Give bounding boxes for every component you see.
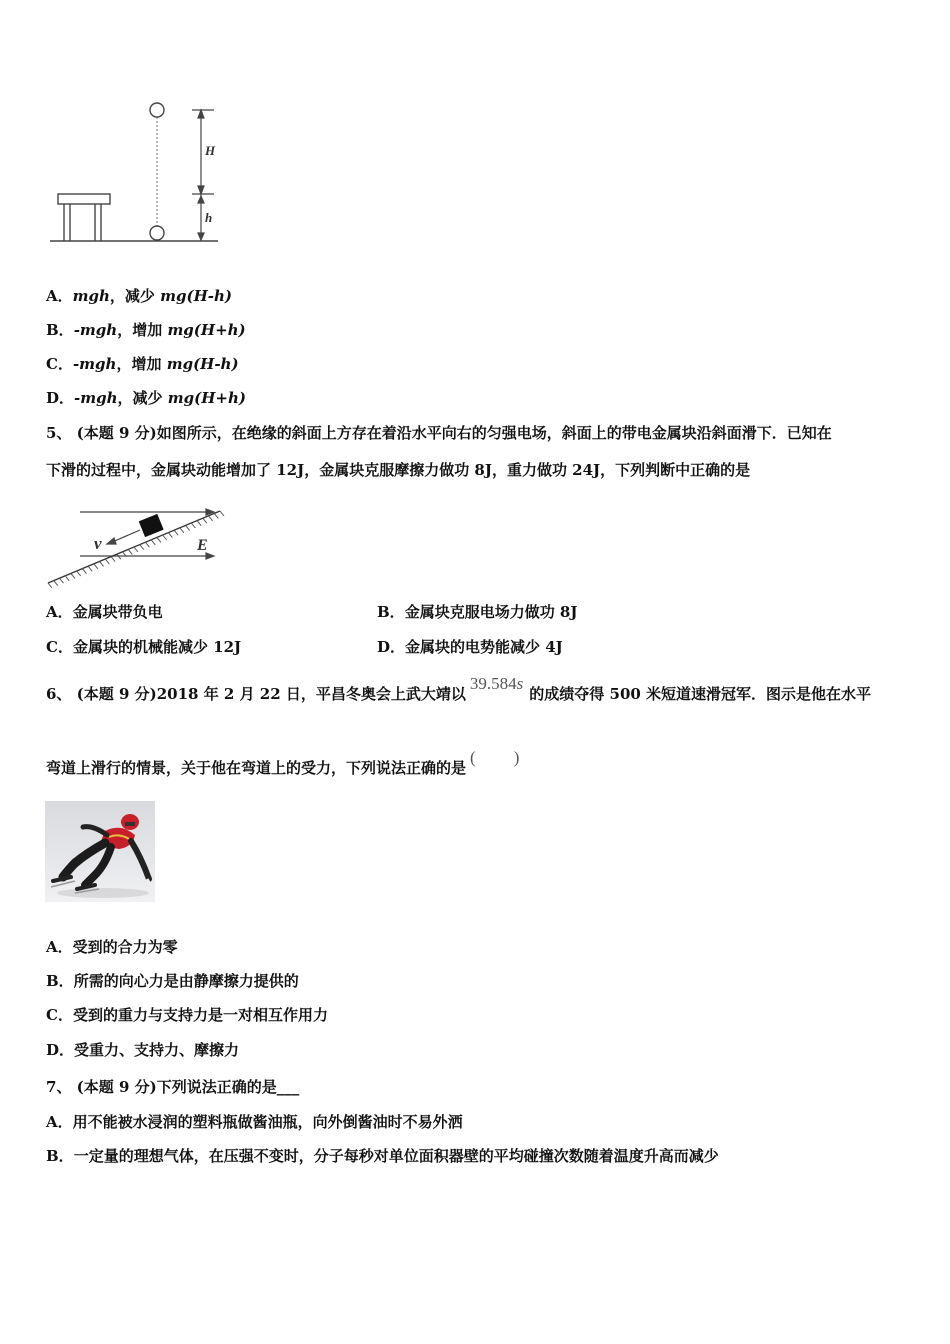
option-text: 受到的合力为零	[72, 938, 178, 956]
paren-open: (	[470, 748, 476, 767]
hatch-mark	[111, 557, 115, 562]
option-text: 受到的重力与支持力是一对相互作用力	[72, 1006, 328, 1024]
option-letter: B．	[46, 1147, 74, 1165]
hatch-mark	[134, 547, 138, 552]
option-letter: C．	[46, 1006, 73, 1024]
q6-stem-line1	[46, 674, 872, 704]
hatch-mark	[174, 530, 178, 535]
q7-option-b	[46, 1146, 719, 1166]
option-text: 受重力、支持力、摩擦力	[74, 1041, 240, 1059]
label-h: h	[205, 210, 213, 225]
option-letter: D．	[377, 638, 406, 656]
skater-photo	[45, 801, 155, 902]
hatch-mark	[203, 518, 207, 523]
option-expr: mg(H-h)	[160, 287, 233, 305]
time-value: 39.584	[469, 674, 517, 693]
field-line-top	[80, 509, 214, 515]
hatch-mark	[163, 535, 167, 540]
q6-stem-part1: 6、 (本题 9 分)2018 年 2 月 22 日，平昌冬奥会上武大靖以	[46, 685, 466, 703]
q5-figure	[0, 0, 950, 600]
option-text: ，增加	[116, 355, 162, 373]
hatch-mark	[151, 540, 155, 545]
option-text: ，增加	[117, 321, 163, 339]
hatch-mark	[168, 533, 172, 538]
option-text: 金属块的机械能减少 12J	[72, 638, 242, 656]
q5-option-c	[46, 637, 241, 657]
hatch-mark	[145, 542, 149, 547]
metal-block	[139, 514, 164, 537]
q5-option-b	[377, 602, 577, 622]
answer-parentheses	[470, 748, 519, 767]
q6-stem-line2	[46, 748, 520, 778]
hatch-mark	[59, 578, 63, 583]
option-text: 金属块克服电场力做功 8J	[404, 603, 578, 621]
q6-option-c	[46, 1005, 328, 1025]
field-line-bottom	[80, 553, 214, 559]
hatch-mark	[100, 561, 104, 566]
option-text: ，减少	[117, 389, 163, 407]
option-letter: D．	[46, 389, 75, 407]
hatch-mark	[71, 573, 75, 578]
hatch-mark	[77, 571, 81, 576]
hatch-mark	[157, 537, 161, 542]
option-text: 金属块带负电	[72, 603, 163, 621]
hatch-mark	[88, 566, 92, 571]
label-H: H	[205, 143, 216, 158]
q6-stem-part2: 的成绩夺得 500 米短道速滑冠军．图示是他在水平	[529, 685, 872, 703]
option-letter: A．	[46, 287, 73, 305]
hatch-mark	[105, 559, 109, 564]
q5-stem-line2: 下滑的过程中，金属块动能增加了 12J，金属块克服摩擦力做功 8J，重力做功 24J，下列判断中正确的是	[46, 461, 751, 479]
option-letter: B．	[46, 321, 74, 339]
option-letter: A．	[46, 938, 73, 956]
option-text: 一定量的理想气体，在压强不变时，分子每秒对单位面积器壁的平均碰撞次数随着温度升高而减少	[73, 1147, 719, 1165]
option-letter: B．	[46, 972, 74, 990]
hatch-mark	[180, 528, 184, 533]
option-letter: A．	[46, 603, 73, 621]
hatch-mark	[214, 513, 218, 518]
option-text: ，减少	[109, 287, 155, 305]
option-text: 金属块的电势能减少 4J	[405, 638, 563, 656]
option-letter: C．	[46, 638, 73, 656]
option-expr: -mgh	[73, 321, 118, 339]
hatch-mark	[128, 549, 132, 554]
option-expr: -mgh	[74, 389, 118, 407]
hatch-mark	[186, 525, 190, 530]
q6-stem-text: 弯道上滑行的情景，关于他在弯道上的受力，下列说法正确的是	[46, 759, 467, 777]
hatch-mark	[209, 516, 213, 521]
option-expr: mg(H+h)	[167, 321, 246, 339]
option-expr: mgh	[72, 287, 110, 305]
option-text: 用不能被水浸润的塑料瓶做酱油瓶，向外倒酱油时不易外洒	[72, 1113, 463, 1131]
paren-close: )	[513, 748, 520, 767]
hatch-mark	[197, 521, 201, 526]
hatch-mark	[94, 564, 98, 569]
option-letter: A．	[46, 1113, 73, 1131]
option-text: 所需的向心力是由静摩擦力提供的	[73, 972, 299, 990]
hatch-mark	[140, 545, 144, 550]
option-expr: mg(H-h)	[166, 355, 239, 373]
time-formula	[470, 674, 523, 693]
velocity-arrow	[107, 530, 140, 544]
hatch-mark	[191, 523, 195, 528]
hatch-mark	[117, 554, 121, 559]
label-v: v	[94, 534, 102, 553]
q5-option-a	[46, 602, 163, 622]
q7-stem: 7、 (本题 9 分)下列说法正确的是___	[46, 1078, 300, 1096]
hatch-mark	[82, 569, 86, 574]
hatch-mark	[65, 576, 69, 581]
q6-option-d	[46, 1040, 239, 1060]
option-letter: B．	[377, 603, 405, 621]
option-letter: D．	[46, 1041, 75, 1059]
q6-option-a	[46, 937, 178, 957]
q5-option-d	[377, 637, 563, 657]
label-E: E	[197, 537, 208, 554]
hatch-mark	[48, 583, 52, 588]
hatch-mark	[220, 511, 224, 516]
q7-option-a	[46, 1112, 463, 1132]
hatch-mark	[54, 581, 58, 586]
time-unit: s	[516, 674, 524, 693]
q6-option-b	[46, 971, 299, 991]
option-expr: mg(H+h)	[167, 389, 246, 407]
q5-stem-line1: 5、 (本题 9 分)如图所示，在绝缘的斜面上方存在着沿水平向右的匀强电场，斜面上的带电金属块沿斜面滑下．已知在	[46, 424, 832, 442]
option-letter: C．	[46, 355, 73, 373]
option-expr: -mgh	[72, 355, 117, 373]
